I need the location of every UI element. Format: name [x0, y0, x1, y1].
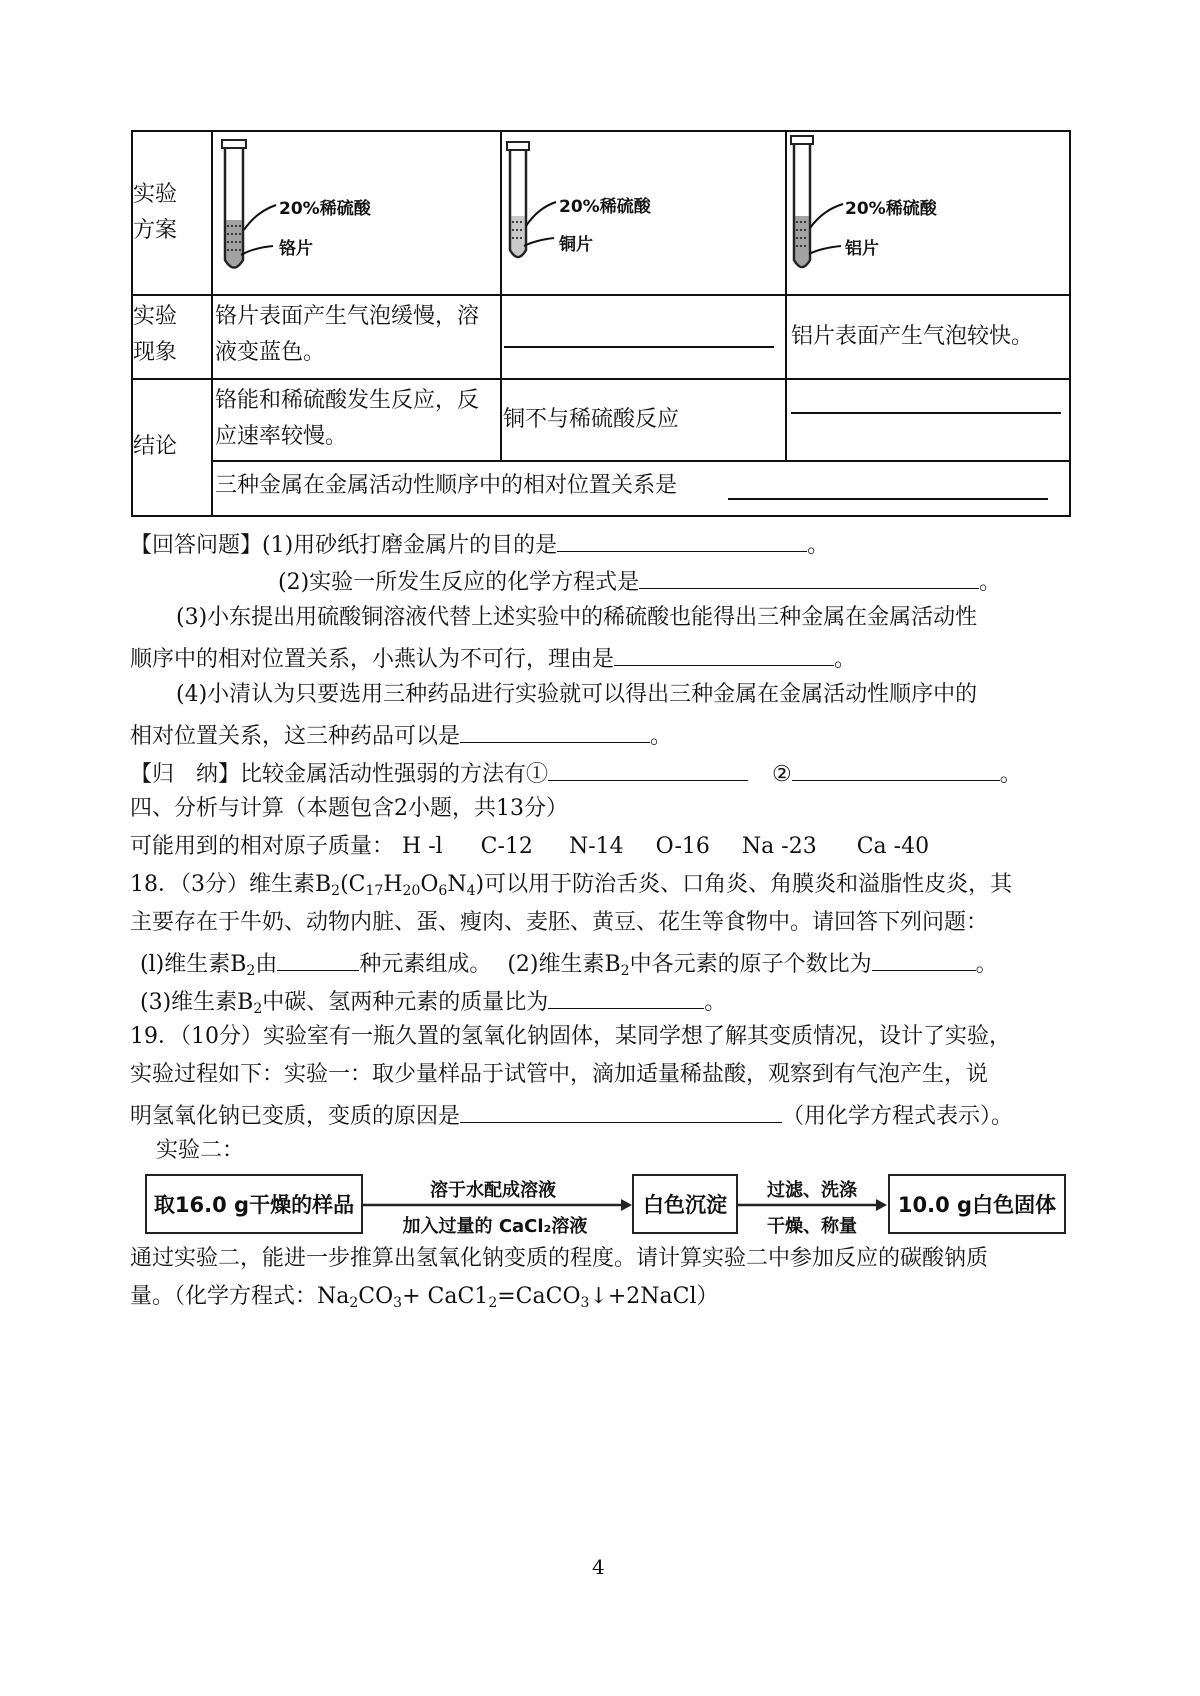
question-2-blank[interactable] [639, 564, 979, 589]
table-row-divider [131, 294, 1071, 296]
q19-eq-text: ↓+2NaCl） [589, 1284, 719, 1309]
tube-1-metal-label: 铬片 [279, 239, 313, 259]
page-number: 4 [592, 1555, 605, 1579]
conclusion-aluminum-blank[interactable] [791, 412, 1061, 414]
atomic-mass-na: Na -23 [741, 834, 817, 859]
flow-step2-top: 过滤、洗涤 [767, 1180, 857, 1201]
question-4-line2 [130, 718, 672, 752]
q18-text-b: (C [340, 872, 366, 897]
question-2-text: (2)实验一所发生反应的化学方程式是 [278, 570, 640, 595]
question-3-line2 [130, 641, 856, 675]
atomic-mass-h: H -l [402, 834, 443, 859]
question-4-blank[interactable] [460, 718, 650, 743]
conclusion-copper: 铜不与稀硫酸反应 [503, 407, 680, 432]
q19-cause-blank[interactable] [460, 1098, 782, 1123]
atomic-mass-n: N-14 [568, 834, 624, 859]
tube-1-acid-label: 20%稀硫酸 [279, 199, 371, 219]
summary-blank-2[interactable] [792, 756, 1000, 781]
conclusion-chromium-line1: 铬能和稀硫酸发生反应，反 [215, 388, 480, 413]
q18-sub: 2 [331, 883, 341, 899]
q18-sub: 20 [402, 883, 421, 899]
q18-sub: 6 [438, 883, 448, 899]
tube-2-metal-label: 铜片 [559, 235, 593, 255]
q18-part3-blank[interactable] [548, 984, 704, 1009]
flow-box-sample: 取16.0 g干燥的样品 [145, 1174, 363, 1234]
section-4-title: 四、分析与计算（本题包含2小题，共13分） [130, 796, 568, 821]
q18-p3-text: (3)维生素B [140, 990, 254, 1015]
table-border-bottom [131, 515, 1071, 517]
table-row-divider [211, 460, 1071, 462]
question-19-experiment-2-label: 实验二： [156, 1138, 245, 1163]
question-19-line6 [130, 1282, 719, 1312]
question-3-end: 。 [834, 647, 857, 672]
question-19-line5: 通过实验二，能进一步推算出氢氧化钠变质的程度。请计算实验二中参加反应的碳酸钠质 [130, 1246, 989, 1271]
flow-arrow-2 [738, 1196, 888, 1216]
q19-l3-text: 明氢氧化钠已变质，变质的原因是 [130, 1104, 461, 1129]
phenomenon-copper-blank[interactable] [504, 346, 774, 348]
summary-line [130, 756, 1022, 790]
q18-text-a: 18．（3分）维生素B [130, 872, 332, 897]
q19-eq-text: 量。（化学方程式：Na [130, 1284, 350, 1309]
phenomenon-chromium-line1: 铬片表面产生气泡缓慢，溶 [215, 304, 480, 329]
q18-sub: 2 [620, 963, 630, 979]
conclusion-order-blank[interactable] [728, 498, 1048, 500]
flow-box-precipitate: 白色沉淀 [632, 1174, 738, 1234]
q18-p2-text: 中各元素的原子个数比为 [629, 952, 872, 977]
q19-sub: 3 [393, 1295, 403, 1311]
tube-3-metal-label: 铝片 [845, 239, 879, 259]
q19-eq-text: + CaC1 [402, 1284, 489, 1309]
q19-eq-text: CO [358, 1284, 394, 1309]
q18-part2-blank[interactable] [872, 946, 976, 971]
question-19-line2: 实验过程如下：实验一：取少量样品于试管中，滴加适量稀盐酸，观察到有气泡产生，说 [130, 1062, 989, 1087]
phenomenon-aluminum: 铝片表面产生气泡较快。 [791, 324, 1034, 349]
table-border-right [1069, 130, 1071, 517]
conclusion-order-label: 三种金属在金属活动性顺序中的相对位置关系是 [215, 473, 678, 498]
question-4-text: 相对位置关系，这三种药品可以是 [130, 724, 461, 749]
q18-sub: 17 [365, 883, 384, 899]
flow-step1-top: 溶于水配成溶液 [430, 1180, 556, 1201]
q18-part1-blank[interactable] [277, 946, 359, 971]
summary-end: 。 [999, 762, 1022, 787]
q18-p1-text: 由 [255, 952, 278, 977]
atomic-masses-label: 可能用到的相对原子质量： [130, 834, 395, 859]
phenomenon-chromium-line2: 液变蓝色。 [215, 340, 326, 365]
q18-p3-text: 中碳、氢两种元素的质量比为 [262, 990, 549, 1015]
q18-sub: 2 [253, 1001, 263, 1017]
q19-sub: 2 [349, 1295, 359, 1311]
atomic-mass-ca: Ca -40 [856, 834, 930, 859]
q18-p3-end: 。 [704, 990, 727, 1015]
flow-step1-bottom: 加入过量的 CaCl₂溶液 [402, 1216, 588, 1237]
q19-sub: 2 [488, 1295, 498, 1311]
question-18-part3 [140, 984, 726, 1018]
question-4-line1: (4)小清认为只要选用三种药品进行实验就可以得出三种金属在金属活动性顺序中的 [176, 682, 978, 707]
flow-step2-bottom: 干燥、称量 [767, 1216, 857, 1237]
question-2-end: 。 [979, 570, 1002, 595]
question-1-text: 【回答问题】(1)用砂纸打磨金属片的目的是 [130, 533, 558, 558]
question-18-line1 [130, 870, 1012, 900]
atomic-mass-o: O-16 [655, 834, 710, 859]
table-row-divider [131, 378, 1071, 380]
experiment-table [131, 130, 1071, 517]
question-3-blank[interactable] [614, 641, 834, 666]
q18-p2-text: (2)维生素B [507, 952, 621, 977]
q18-p2-end: 。 [975, 952, 998, 977]
tube-3-acid-label: 20%稀硫酸 [845, 199, 937, 219]
question-4-end: 。 [650, 724, 673, 749]
q18-text-c: H [383, 872, 403, 897]
atomic-masses-line [130, 832, 929, 862]
question-1-end: 。 [807, 533, 830, 558]
q19-eq-text: =CaCO [497, 1284, 581, 1309]
question-2 [278, 564, 1001, 598]
q19-l3-text: （用化学方程式表示）。 [782, 1104, 1014, 1129]
question-1-blank[interactable] [557, 527, 807, 552]
summary-text: 【归 纳】比较金属活动性强弱的方法有① [130, 762, 549, 787]
row-header-plan-1: 实验 [133, 182, 178, 207]
question-1 [130, 527, 829, 561]
flow-arrow-1 [363, 1196, 633, 1216]
q18-text-e: N [447, 872, 467, 897]
conclusion-chromium-line2: 应速率较慢。 [215, 424, 348, 449]
summary-blank-1[interactable] [548, 756, 748, 781]
question-3-line1: (3)小东提出用硫酸铜溶液代替上述实验中的稀硫酸也能得出三种金属在金属活动性 [176, 605, 978, 630]
row-header-conclusion: 结论 [133, 434, 178, 459]
row-header-phenomenon-2: 现象 [133, 340, 178, 365]
q18-text-f: )可以用于防治舌炎、口角炎、角膜炎和溢脂性皮炎，其 [475, 872, 1013, 897]
q18-sub: 2 [246, 963, 256, 979]
q18-p1-text: 种元素组成。 [359, 952, 492, 977]
question-18-line2: 主要存在于牛奶、动物内脏、蛋、瘦肉、麦胚、黄豆、花生等食物中。请回答下列问题： [130, 910, 989, 935]
question-19-line3 [130, 1098, 1013, 1132]
question-3-text: 顺序中的相对位置关系，小燕认为不可行，理由是 [130, 647, 615, 672]
q19-sub: 3 [580, 1295, 590, 1311]
row-header-plan-2: 方案 [133, 218, 178, 243]
row-header-phenomenon-1: 实验 [133, 304, 178, 329]
q18-sub: 4 [466, 883, 476, 899]
q18-text-d: O [420, 872, 439, 897]
atomic-mass-c: C-12 [480, 834, 533, 859]
q18-p1-text: (l)维生素B [140, 952, 247, 977]
question-19-line1: 19．（10分）实验室有一瓶久置的氢氧化钠固体，某同学想了解其变质情况，设计了实验， [130, 1024, 1011, 1049]
flow-box-result: 10.0 g白色固体 [888, 1174, 1066, 1234]
summary-marker-2: ② [772, 762, 792, 787]
question-18-part1-2 [140, 946, 998, 980]
tube-2-acid-label: 20%稀硫酸 [559, 197, 651, 217]
